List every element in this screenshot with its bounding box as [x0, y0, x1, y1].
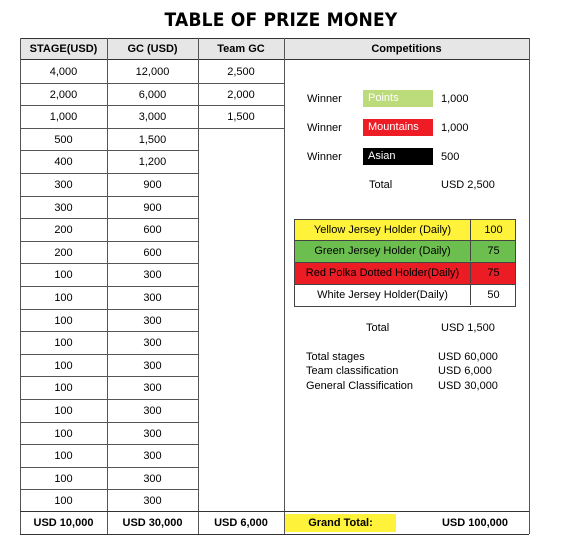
- footer-stage-total: USD 10,000: [33, 517, 94, 529]
- winner-amount: 500: [441, 151, 460, 163]
- stage-cell: 100: [54, 337, 73, 350]
- stage-cell: 400: [54, 156, 73, 169]
- team-gc-cell: 2,500: [227, 66, 255, 78]
- row-divider: [20, 173, 198, 174]
- jersey-row: [294, 219, 516, 241]
- summary-value: USD 30,000: [438, 380, 498, 392]
- row-divider: [20, 105, 284, 106]
- team-gc-cell: 1,500: [227, 111, 255, 124]
- row-divider: [20, 218, 198, 219]
- winner-label: Winner: [307, 122, 342, 134]
- jersey-value: 75: [470, 263, 516, 283]
- gc-cell: 300: [143, 427, 162, 440]
- grand-total-label: Grand Total:: [285, 514, 396, 532]
- jersey-name: Green Jersey Holder (Daily): [314, 245, 451, 257]
- stage-cell: 1,000: [49, 111, 78, 124]
- winner-amount: 1,000: [441, 93, 469, 105]
- summary-label: Total stages: [306, 351, 365, 363]
- jersey-value: 50: [470, 285, 516, 305]
- jerseys-total-label: Total: [366, 322, 390, 334]
- jersey-row: [294, 263, 516, 285]
- row-divider: [20, 422, 198, 423]
- winners-total-value: USD 2,500: [441, 179, 495, 191]
- gc-cell: 300: [143, 269, 162, 282]
- row-divider: [20, 150, 198, 151]
- category-points: Points: [363, 90, 433, 107]
- winner-label: Winner: [307, 93, 342, 105]
- grand-total-value: USD 100,000: [441, 517, 509, 529]
- stage-cell: 200: [54, 246, 73, 259]
- jersey-row: [294, 241, 516, 263]
- stage-cell: 300: [54, 201, 73, 214]
- grid-line: [284, 38, 285, 534]
- row-divider: [20, 241, 198, 242]
- row-divider: [20, 376, 198, 377]
- gc-cell: 900: [143, 201, 162, 214]
- gc-cell: 12,000: [135, 66, 170, 78]
- summary-value: USD 6,000: [438, 365, 492, 377]
- stage-cell: 300: [54, 179, 73, 191]
- page-title: TABLE OF PRIZE MONEY: [164, 9, 398, 31]
- row-divider: [20, 309, 198, 310]
- gc-cell: 300: [143, 314, 162, 327]
- gc-cell: 300: [143, 495, 162, 508]
- footer-bottom-border: [20, 534, 529, 535]
- gc-cell: 300: [143, 359, 162, 372]
- team-gc-cell: 2,000: [227, 88, 255, 101]
- gc-cell: 300: [143, 337, 162, 350]
- gc-cell: 1,200: [138, 156, 167, 169]
- gc-cell: 300: [143, 450, 162, 463]
- jerseys-total-value: USD 1,500: [441, 322, 495, 334]
- stage-cell: 200: [54, 224, 73, 237]
- row-divider: [20, 467, 198, 468]
- jersey-name: White Jersey Holder(Daily): [317, 289, 448, 301]
- gc-cell: 3,000: [138, 111, 167, 124]
- stage-cell: 100: [54, 269, 73, 282]
- summary-value: USD 60,000: [438, 351, 498, 363]
- stage-cell: 500: [54, 133, 73, 146]
- stage-cell: 100: [54, 495, 73, 508]
- row-divider: [20, 286, 198, 287]
- header-competitions: Competitions: [371, 43, 442, 55]
- gc-cell: 6,000: [138, 88, 167, 101]
- winner-amount: 1,000: [441, 122, 469, 134]
- row-divider: [20, 444, 198, 445]
- header-gc: GC (USD): [127, 43, 178, 55]
- row-divider: [20, 83, 284, 84]
- grid-line: [529, 38, 530, 534]
- stage-cell: 4,000: [49, 66, 78, 78]
- gc-cell: 300: [143, 405, 162, 417]
- category-asian: Asian: [363, 148, 433, 165]
- gc-cell: 600: [143, 224, 162, 237]
- stage-cell: 100: [54, 450, 73, 463]
- stage-cell: 100: [54, 472, 73, 485]
- jersey-value: 100: [470, 220, 516, 240]
- jersey-name: Yellow Jersey Holder (Daily): [313, 224, 452, 236]
- gc-cell: 1,500: [138, 133, 167, 146]
- header-stage: STAGE(USD): [29, 43, 98, 55]
- row-divider: [20, 128, 284, 129]
- stage-cell: 100: [54, 292, 73, 304]
- stage-cell: 100: [54, 382, 73, 395]
- row-divider: [20, 489, 198, 490]
- stage-cell: 100: [54, 359, 73, 372]
- stage-cell: 100: [54, 427, 73, 440]
- gc-cell: 900: [143, 179, 162, 191]
- jersey-row: [294, 285, 516, 307]
- row-divider: [20, 354, 198, 355]
- gc-cell: 300: [143, 472, 162, 485]
- footer-gc-total: USD 30,000: [122, 517, 183, 529]
- row-divider: [20, 263, 198, 264]
- gc-cell: 300: [143, 382, 162, 395]
- summary-label: General Classification: [306, 380, 413, 392]
- winners-total-label: Total: [369, 179, 393, 191]
- stage-cell: 100: [54, 314, 73, 327]
- summary-label: Team classification: [306, 365, 399, 377]
- footer-team-total: USD 6,000: [214, 517, 268, 529]
- winner-label: Winner: [307, 151, 342, 163]
- stage-cell: 2,000: [49, 88, 78, 101]
- row-divider: [20, 331, 198, 332]
- category-mountains: Mountains: [363, 119, 433, 136]
- stage-cell: 100: [54, 405, 73, 417]
- jersey-value: 75: [470, 241, 516, 261]
- row-divider: [20, 196, 198, 197]
- header-team-gc: Team GC: [217, 43, 265, 55]
- gc-cell: 300: [143, 292, 162, 304]
- row-divider: [20, 399, 198, 400]
- gc-cell: 600: [143, 246, 162, 259]
- jersey-name: Red Polka Dotted Holder(Daily): [305, 267, 460, 279]
